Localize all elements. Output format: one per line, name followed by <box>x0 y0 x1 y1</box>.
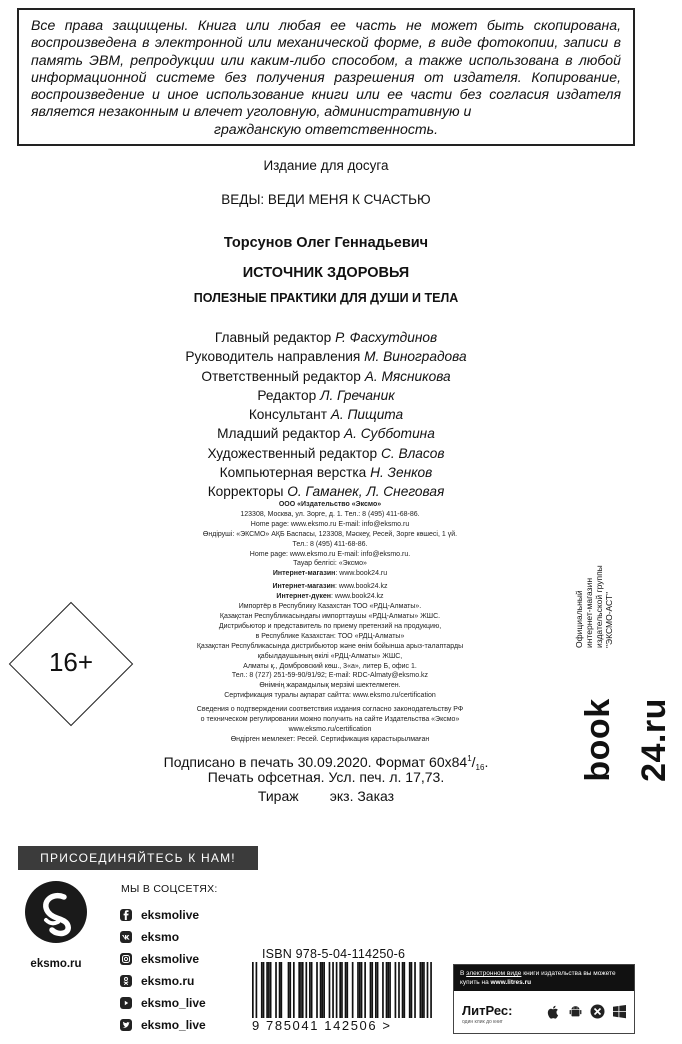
publisher-line: Сертификация туралы ақпарат сайтта: www.eksmo.ru/certification <box>224 692 436 700</box>
litres-slogan: один клик до книг <box>462 1019 503 1025</box>
publisher-line: Қазақстан Республикасындағы импорттаушы «РДЦ-Алматы» ЖШС. <box>219 612 441 620</box>
barcode-bar <box>289 962 291 1018</box>
social-heading: МЫ В СОЦСЕТЯХ: <box>121 883 218 895</box>
barcode-bar <box>420 962 422 1018</box>
social-label: eksmo.ru <box>141 974 195 988</box>
publisher-line: Тел.: 8 (495) 411-68-86. <box>292 540 368 548</box>
barcode-bar <box>421 962 423 1018</box>
youtube-icon <box>120 997 132 1009</box>
barcode-bar <box>370 962 372 1018</box>
age-rating-badge <box>8 601 134 727</box>
barcode-bar <box>263 962 265 1018</box>
publisher-line: о техническом регулировании можно получить на сайте Издательства «Эксмо» <box>200 716 460 724</box>
apple-icon <box>545 1003 562 1020</box>
barcode-bar <box>275 962 277 1018</box>
book-subtitle: ПОЛЕЗНЫЕ ПРАКТИКИ ДЛЯ ДУШИ И ТЕЛА <box>193 291 459 305</box>
barcode-bar <box>288 962 290 1018</box>
print-method: Печать офсетная. Усл. печ. л. 17,73. <box>207 769 445 785</box>
litres-text: купить на <box>460 979 491 986</box>
publisher-line: Тел.: 8 (727) 251-59-90/91/92; E-mail: RDC-Almaty@eksmo.kz <box>231 672 429 680</box>
twitter-icon <box>120 1019 132 1031</box>
odnoklassniki-icon <box>120 975 132 987</box>
credit-line <box>0 386 652 405</box>
copyright-notice <box>17 8 635 146</box>
publisher-line: Өнімнің жарамдылық мерзімі шектелмеген. <box>259 682 401 690</box>
instagram-icon <box>120 953 132 965</box>
social-label: eksmolive <box>141 908 200 922</box>
credit-name: Н. Зенков <box>370 465 433 481</box>
barcode-bar <box>298 962 300 1018</box>
credit-name: Р. Фасхутдинов <box>335 330 438 345</box>
barcode-bar <box>361 962 363 1018</box>
side-note-line: издательской группы <box>594 565 604 648</box>
credit-role: Ответственный редактор <box>201 368 361 384</box>
series-name: ВЕДЫ: ВЕДИ МЕНЯ К СЧАСТЬЮ <box>221 192 431 207</box>
barcode-bar <box>279 962 281 1018</box>
credit-name: Л. Гречаник <box>320 387 395 403</box>
publisher-line: Өндірген мемлекет: Ресей. Сертификация қарастырылмаған <box>230 735 430 743</box>
credit-line <box>0 444 652 463</box>
barcode-bar <box>266 962 268 1018</box>
barcode-bar <box>398 962 400 1018</box>
publisher-line: Импортёр в Республику Казахстан ТОО «РДЦ-Алматы». <box>238 603 422 611</box>
credit-name: А. Субботина <box>344 426 435 442</box>
social-label: eksmolive <box>141 952 200 966</box>
barcode-bar <box>341 962 343 1024</box>
credit-line <box>0 463 652 482</box>
publisher-name: ООО «Издательство «Эксмо» <box>278 501 382 508</box>
book24-side-note <box>567 512 625 652</box>
credits-list <box>0 328 652 502</box>
barcode-bar <box>252 962 254 1024</box>
social-item-facebook[interactable] <box>120 904 206 926</box>
barcode-bar <box>387 962 389 1018</box>
barcode-bar <box>302 962 304 1018</box>
barcode-bar <box>311 962 313 1018</box>
copyright-text-last: гражданскую ответственность. <box>214 120 438 137</box>
facebook-icon <box>120 909 132 921</box>
vk-icon <box>120 931 132 943</box>
barcode-bar <box>261 962 263 1018</box>
shop-url: : www.book24.kz <box>331 593 384 601</box>
shop-line <box>150 582 510 592</box>
litres-brand: ЛитРес: <box>462 1003 513 1018</box>
barcode-bar <box>256 962 258 1024</box>
credit-line <box>0 347 652 366</box>
publisher-line: Дистрибьютор и представитель по приему претензий на продукцию, <box>218 622 442 630</box>
barcode-bar <box>423 962 425 1018</box>
litres-site: www.litres.ru <box>490 979 532 986</box>
credit-role: Руководитель направления <box>185 349 361 365</box>
credit-name: С. Власов <box>380 445 445 461</box>
barcode-bar <box>403 962 405 1018</box>
publisher-line: Тауар белгісі: «Эксмо» <box>293 560 367 568</box>
join-us-banner: ПРИСОЕДИНЯЙТЕСЬ К НАМ! <box>18 846 258 870</box>
publisher-line: 123308, Москва, ул. Зорге, д. 1. Тел.: 8 (495) 411-68-86. <box>240 510 420 518</box>
barcode-bar <box>268 962 270 1018</box>
credit-role: Младший редактор <box>217 426 341 442</box>
social-item-youtube[interactable] <box>120 992 206 1014</box>
credit-role: Редактор <box>257 387 317 403</box>
social-item-instagram[interactable] <box>120 948 206 970</box>
barcode-bar <box>270 962 272 1018</box>
barcode-bar <box>339 962 341 1024</box>
barcode-bar <box>293 962 295 1018</box>
barcode-bar <box>281 962 283 1018</box>
barcode-bar <box>345 962 347 1024</box>
book24-logo <box>570 652 673 828</box>
shop-url: : www.book24.ru <box>335 570 388 578</box>
print-circulation: Тираж экз. Заказ <box>257 788 395 804</box>
litres-text: В <box>460 970 467 977</box>
barcode-bar <box>305 962 307 1018</box>
credit-role: Художественный редактор <box>207 445 378 461</box>
format-subscript: 16 <box>475 763 485 772</box>
barcode-bar <box>300 962 302 1018</box>
age-rating-label: 16+ <box>48 647 94 677</box>
litres-link[interactable]: электронном виде <box>466 970 522 977</box>
publisher-line: Қазақстан Республикасында дистрибьютор және өнім бойынша арыз-талаптарды <box>196 642 464 650</box>
barcode-bar <box>389 962 391 1018</box>
publisher-line: Сведения о подтверждении соответствия издания согласно законодательству РФ <box>196 706 464 714</box>
isbn-number: ISBN 978-5-04-114250-6 <box>262 947 406 961</box>
litres-promo-text <box>454 965 634 991</box>
social-item-odnoklassniki[interactable] <box>120 970 206 992</box>
credit-line <box>0 405 652 424</box>
shop-url: : www.book24.kz <box>335 583 388 591</box>
barcode-bar <box>332 962 334 1018</box>
publisher-line: Home page: www.eksmo.ru E-mail: info@eksmo.ru <box>250 520 410 528</box>
barcode-bar <box>322 962 324 1018</box>
publisher-line: Алматы қ., Домбровский көш., 3«а», литер Б, офис 1. <box>243 662 417 670</box>
barcode-bar <box>411 962 413 1018</box>
barcode-bar <box>336 962 338 1018</box>
side-note-line: Официальный <box>574 590 584 648</box>
barcode-bar <box>329 962 331 1018</box>
android-icon <box>567 1003 584 1020</box>
social-list <box>120 904 206 1036</box>
barcode-bar <box>427 962 429 1024</box>
barcode-bar <box>352 962 354 1018</box>
side-note-line: "ЭКСМО-АСТ" <box>604 591 614 648</box>
barcode-bar <box>371 962 373 1018</box>
social-label: eksmo_live <box>141 1018 206 1032</box>
barcode-bar <box>323 962 325 1018</box>
credit-role: Компьютерная верстка <box>219 465 367 481</box>
social-label: eksmo <box>141 930 180 944</box>
publisher-line: www.eksmo.ru/certification <box>288 725 372 733</box>
book24-logo-text: book 24.ru <box>579 698 673 782</box>
barcode-bar <box>377 962 379 1018</box>
barcode-bar <box>320 962 322 1018</box>
credit-line <box>0 328 652 347</box>
barcode-bar <box>414 962 416 1018</box>
social-item-vk[interactable] <box>120 926 206 948</box>
barcode-digits: 9 785041 142506 > <box>252 1018 436 1033</box>
barcode-bar <box>375 962 377 1018</box>
windows-icon <box>611 1003 628 1020</box>
bookmate-icon <box>589 1003 606 1020</box>
copyright-text: Все права защищены. Книга или любая ее часть не может быть скопирована, воспроизведена в электронной или механической форме, в виде фотокопии, записи в память ЭВМ, репродукции или каким-либо способом, а также использована в любой информационной системе без получения разрешения от издателя. Копирование, воспроизведение и иное использование книги или ее части без согласия издателя является незаконным и влечет уголовную, административную и <box>31 17 621 120</box>
credit-name: А. Пищита <box>330 407 404 423</box>
side-note-line: интернет-магазин <box>584 577 594 648</box>
litres-text: книги издательства вы можете <box>521 970 616 977</box>
barcode-bar <box>309 962 311 1018</box>
barcode-bar <box>409 962 411 1018</box>
barcode-bar <box>386 962 388 1018</box>
credit-line <box>0 482 652 501</box>
barcode-bar <box>359 962 361 1018</box>
shop-label: Интернет-дүкен <box>276 593 332 601</box>
credit-name: А. Мясникова <box>364 368 451 384</box>
shop-line <box>150 592 510 602</box>
barcode-bar <box>316 962 318 1018</box>
credit-role: Главный редактор <box>214 330 332 345</box>
shop-label: Интернет-магазин <box>272 570 336 578</box>
credit-name: М. Виноградова <box>364 349 467 365</box>
format-superscript: 1 <box>467 754 472 763</box>
edition-type: Издание для досуга <box>263 158 389 173</box>
publisher-info <box>150 500 510 745</box>
barcode-bar <box>346 962 348 1018</box>
author-name: Торсунов Олег Геннадьевич <box>223 235 429 251</box>
barcode-bar <box>395 962 397 1018</box>
eksmo-logo-icon <box>24 880 88 944</box>
publisher-line: Өндіруші: «ЭКСМО» АҚБ Баспасы, 123308, Мәскеу, Ресей, Зорге көшесі, 1 үй. <box>202 530 458 538</box>
publisher-line: в Республике Казахстан: ТОО «РДЦ-Алматы» <box>255 632 405 640</box>
credit-role: Консультант <box>248 407 327 423</box>
store-icons <box>545 1003 633 1020</box>
social-item-twitter[interactable] <box>120 1014 206 1036</box>
print-signed-text: Подписано в печать 30.09.2020. Формат 60x84 <box>163 754 468 770</box>
publisher-line: қабылдаушының өкілі «РДЦ-Алматы» ЖШС, <box>257 652 403 660</box>
eksmo-site-label: eksmo.ru <box>30 958 82 970</box>
barcode-bar <box>402 962 404 1018</box>
credit-role: Корректоры <box>207 484 284 500</box>
barcode-bar <box>357 962 359 1018</box>
barcode-bar <box>364 962 366 1018</box>
barcode-bar <box>430 962 432 1024</box>
publisher-line: Home page: www.eksmo.ru E-mail: info@eksmo.ru. <box>249 550 411 558</box>
social-label: eksmo_live <box>141 996 206 1010</box>
credit-line <box>0 367 652 386</box>
credit-line <box>0 424 652 443</box>
print-signed-line: Подписано в печать 30.09.2020. Формат $60x84^1/_{16}$. <box>163 754 489 772</box>
shop-label: Интернет-магазин <box>272 583 335 591</box>
book-title: ИСТОЧНИК ЗДОРОВЬЯ <box>242 265 410 281</box>
credit-name: О. Гаманек, Л. Снеговая <box>287 484 445 500</box>
barcode-bar <box>382 962 384 1018</box>
shop-line <box>150 569 510 579</box>
litres-promo <box>453 964 635 1034</box>
